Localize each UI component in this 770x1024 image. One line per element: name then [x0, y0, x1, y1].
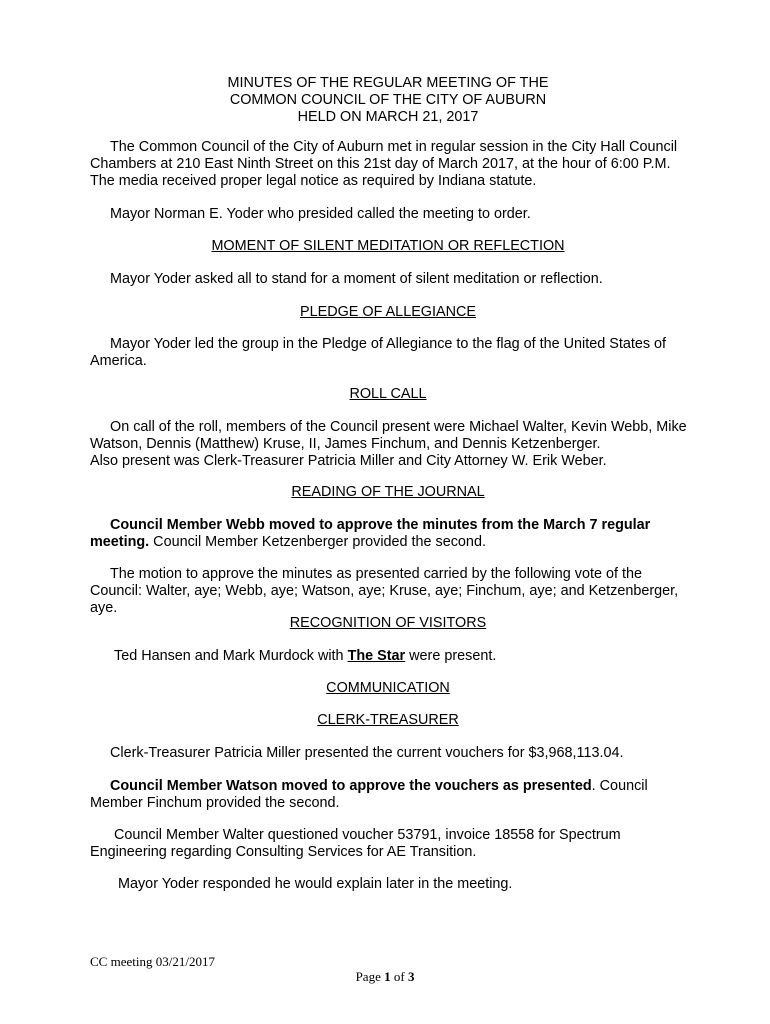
voucher-question-paragraph: Council Member Walter questioned voucher 53791, invoice 18558 for Spectrum Engineering regarding Consulting Services for AE Transition.: [90, 827, 621, 860]
visitors-heading-wrap: [90, 615, 686, 632]
visitors-paragraph: [90, 648, 690, 665]
clerk-heading-wrap: [90, 712, 686, 729]
clerk-heading: CLERK-TREASURER: [317, 712, 459, 728]
vouchers-motion-paragraph: [90, 778, 690, 812]
journal-heading-wrap: [90, 484, 686, 501]
vouchers-motion-bold: Council Member Watson moved to approve the vouchers as presented: [110, 778, 592, 794]
communication-heading-wrap: [90, 680, 686, 697]
title-line-1: MINUTES OF THE REGULAR MEETING OF THE: [227, 75, 549, 91]
page-current: 1: [384, 969, 391, 984]
roll-call-heading: ROLL CALL: [349, 386, 427, 402]
title-line-2: COMMON COUNCIL OF THE CITY OF AUBURN: [229, 92, 547, 108]
page-word: Page: [355, 969, 381, 984]
meditation-heading: MOMENT OF SILENT MEDITATION OR REFLECTION: [211, 238, 565, 254]
journal-motion-bold: Council Member Webb moved to approve the minutes from the March 7 regular meeting.: [90, 517, 651, 550]
intro-paragraph: The Common Council of the City of Auburn met in regular session in the City Hall Council Chambers at 210 East Ninth Street on this 21st day of March 2017, at the hour of 6:00 P.M. The media received proper legal notice as required by Indiana statute.: [90, 139, 678, 189]
journal-motion-second: Council Member Ketzenberger provided the second.: [149, 534, 486, 550]
vouchers-paragraph: Clerk-Treasurer Patricia Miller presented the current vouchers for $3,968,113.04.: [110, 745, 624, 761]
of-word: of: [393, 969, 405, 984]
page-number: [0, 969, 770, 985]
pledge-heading-wrap: [90, 304, 686, 321]
roll-call-also-present: Also present was Clerk-Treasurer Patricia Miller and City Attorney W. Erik Weber.: [90, 453, 607, 469]
publication-name: The Star: [347, 648, 406, 664]
roll-call-heading-wrap: [90, 386, 686, 403]
pledge-heading: PLEDGE OF ALLEGIANCE: [300, 304, 476, 320]
visitors-heading: RECOGNITION OF VISITORS: [289, 615, 487, 631]
visitors-text-after: were present.: [405, 648, 497, 664]
mayor-response-paragraph: Mayor Yoder responded he would explain later in the meeting.: [118, 876, 513, 892]
meditation-paragraph: Mayor Yoder asked all to stand for a moment of silent meditation or reflection.: [110, 271, 603, 287]
title-line-3: HELD ON MARCH 21, 2017: [297, 109, 479, 125]
vouchers-motion-second: . Council Member Finchum provided the second.: [90, 778, 648, 811]
meditation-heading-wrap: [90, 238, 686, 255]
visitors-text-before: Ted Hansen and Mark Murdock with: [114, 648, 348, 664]
pledge-paragraph: Mayor Yoder led the group in the Pledge of Allegiance to the flag of the United States of America.: [90, 336, 667, 369]
call-to-order-paragraph: Mayor Norman E. Yoder who presided called the meeting to order.: [110, 206, 531, 222]
document-title: [90, 75, 686, 126]
journal-vote-paragraph: The motion to approve the minutes as presented carried by the following vote of the Council: Walter, aye; Webb, aye; Watson, aye; Kruse, aye; Finchum, aye; and Ketzenberger, aye.: [90, 566, 679, 616]
communication-heading: COMMUNICATION: [326, 680, 450, 696]
page-total: 3: [407, 969, 415, 984]
roll-call-paragraph: [90, 419, 690, 470]
journal-heading: READING OF THE JOURNAL: [291, 484, 485, 500]
roll-call-members: On call of the roll, members of the Council present were Michael Walter, Kevin Webb, Mike Watson, Dennis (Matthew) Kruse, II, James Finchum, and Dennis Ketzenberger.: [90, 419, 687, 452]
footer-meeting-label: CC meeting 03/21/2017: [90, 954, 215, 969]
journal-motion-paragraph: [90, 517, 690, 551]
